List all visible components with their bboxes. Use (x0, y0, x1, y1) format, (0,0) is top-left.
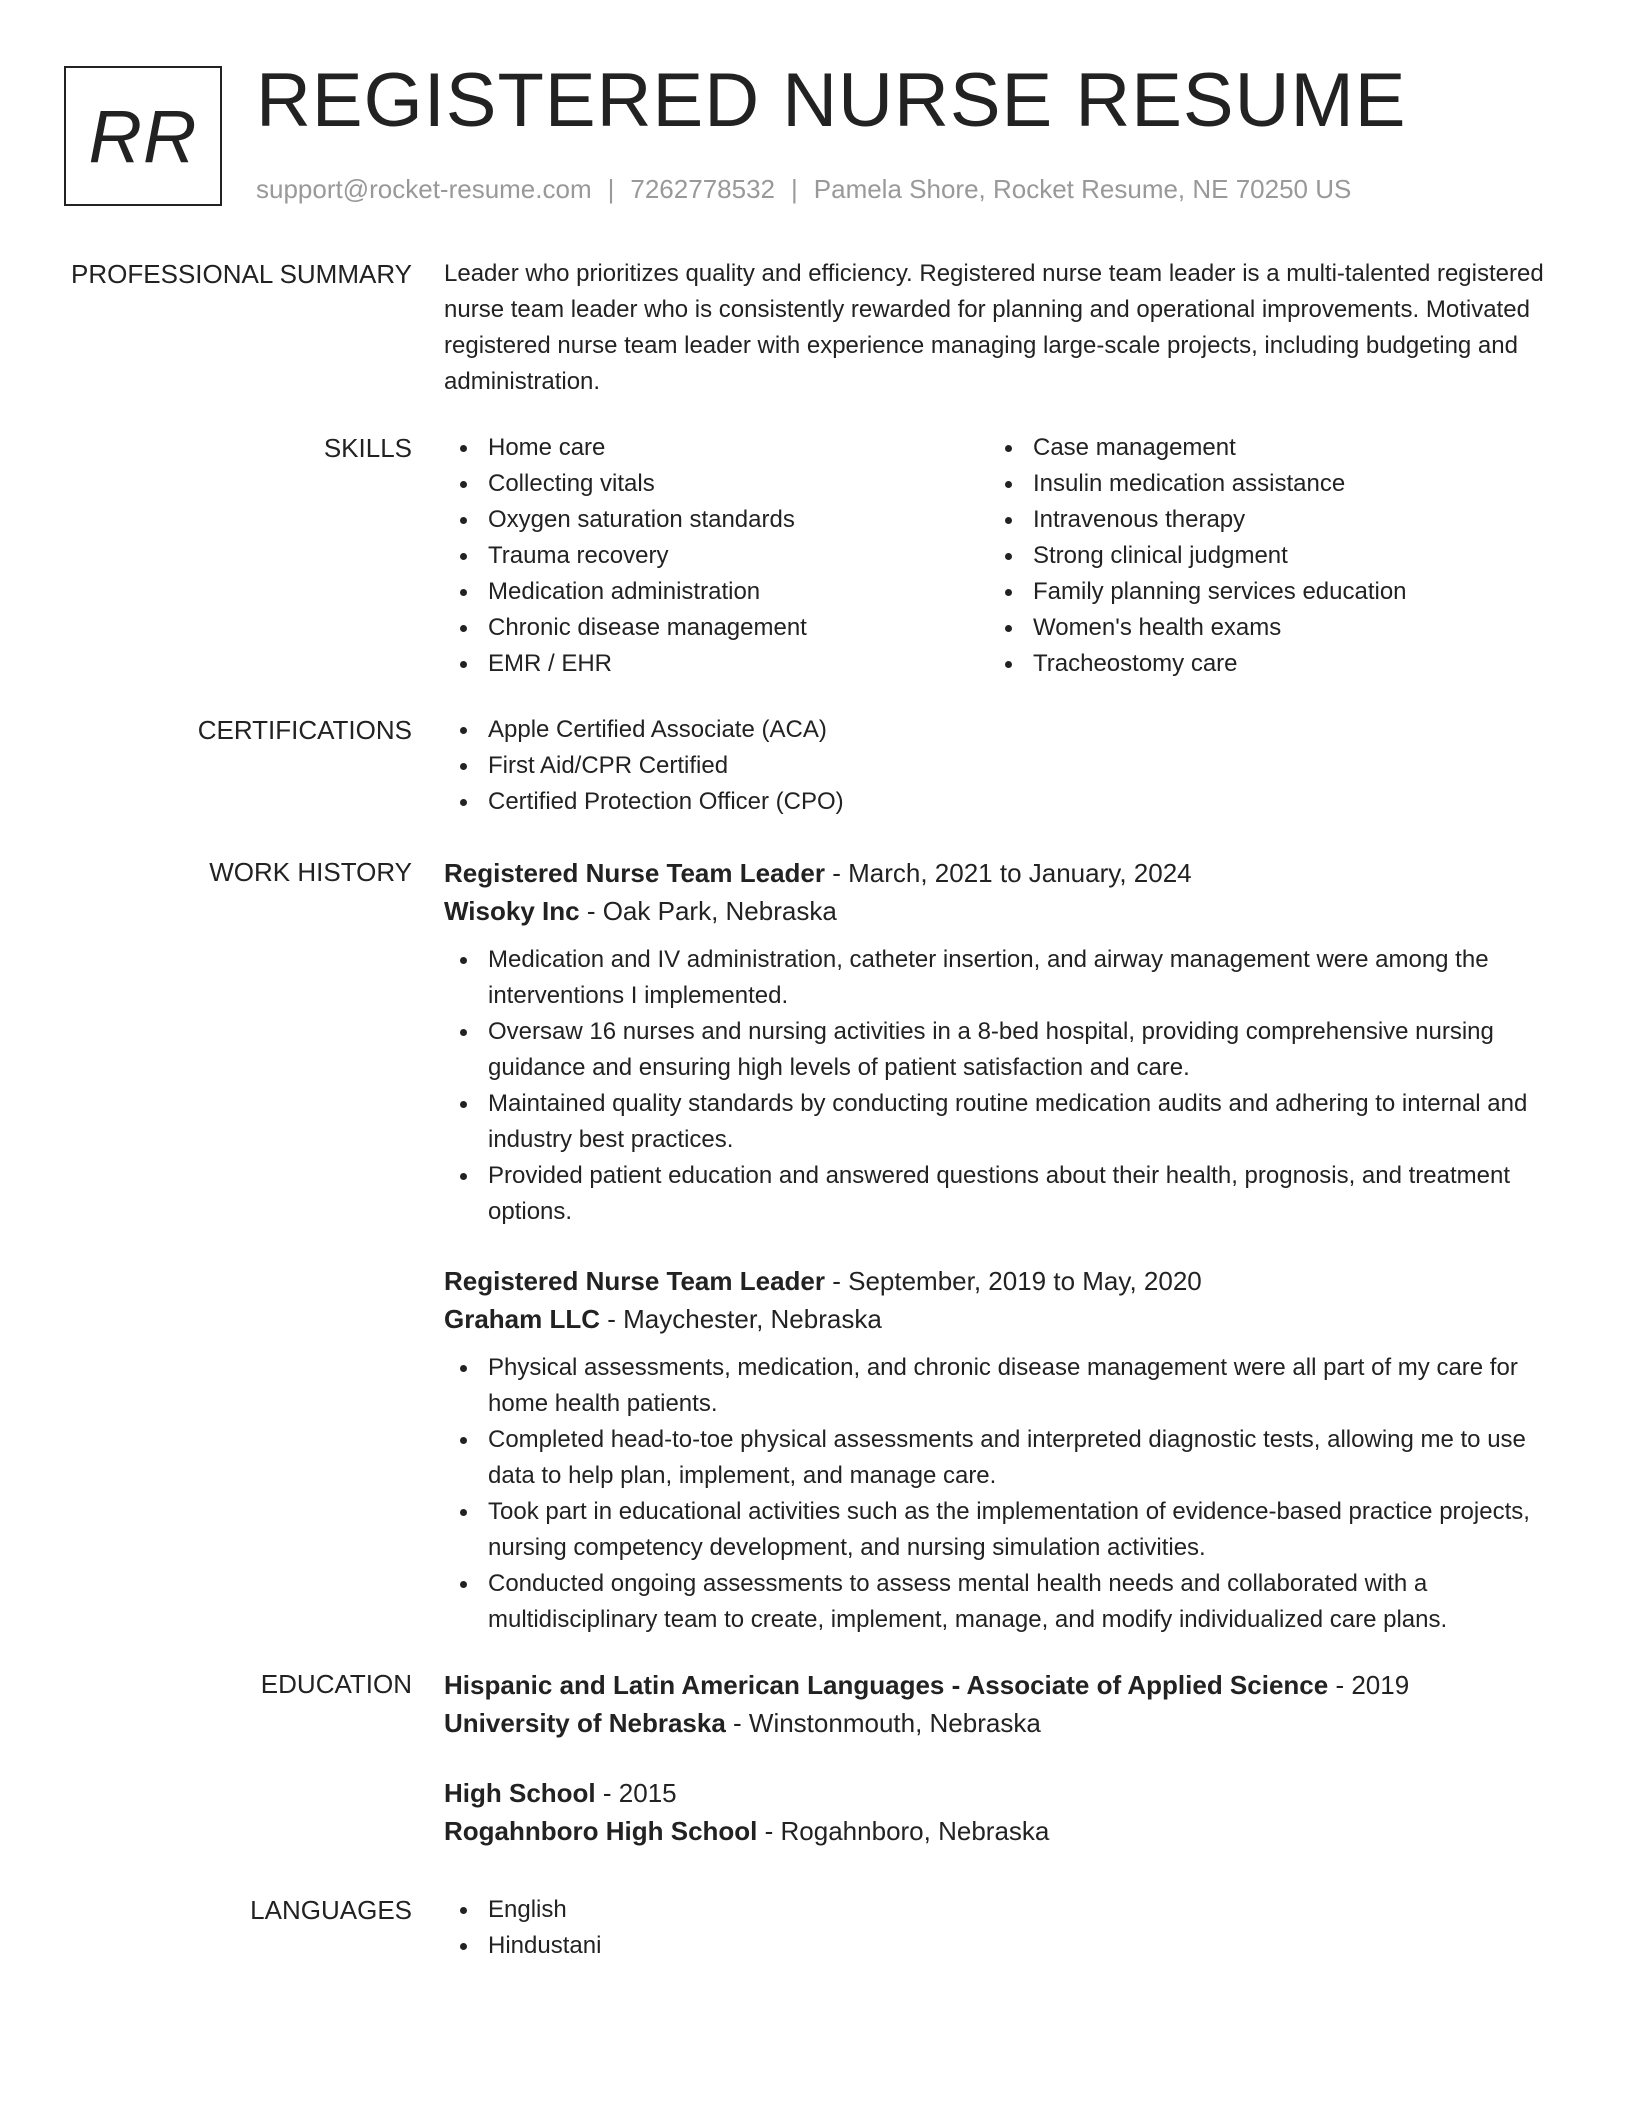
summary-heading: PROFESSIONAL SUMMARY (71, 259, 412, 289)
education-school-line (444, 1704, 1564, 1742)
contact-separator: | (607, 174, 615, 204)
education-degree: High School (444, 1778, 596, 1808)
skills-heading: SKILLS (323, 433, 412, 463)
job-duty-item: Maintained quality standards by conducting routine medication audits and adhering to internal and industry best practices. (444, 1086, 1564, 1158)
skill-item: Women's health exams (989, 610, 1534, 646)
education-location: - Rogahnboro, Nebraska (757, 1816, 1050, 1846)
skill-item: Medication administration (444, 574, 989, 610)
skill-item: Oxygen saturation standards (444, 502, 989, 538)
job-company-line (444, 892, 1564, 930)
certification-item: Certified Protection Officer (CPO) (444, 784, 1564, 820)
education-school: Rogahnboro High School (444, 1816, 758, 1846)
job-duties-list (444, 1350, 1564, 1638)
contact-email[interactable]: support@rocket-resume.com (256, 174, 592, 204)
skill-item: Case management (989, 430, 1534, 466)
job-duty-item: Completed head-to-toe physical assessments and interpreted diagnostic tests, allowing me to use data to help plan, implement, and manage care. (444, 1422, 1564, 1494)
job-duty-item: Physical assessments, medication, and chronic disease management were all part of my care for home health patients. (444, 1350, 1564, 1422)
skill-item: Strong clinical judgment (989, 538, 1534, 574)
skill-item: Family planning services education (989, 574, 1534, 610)
job-duty-item: Conducted ongoing assessments to assess mental health needs and collaborated with a multidisciplinary team to create, implement, manage, and modify individualized care plans. (444, 1566, 1564, 1638)
skills-list-right (989, 430, 1534, 682)
job-duty-item: Medication and IV administration, catheter insertion, and airway management were among the interventions I implemented. (444, 942, 1564, 1014)
job-company: Graham LLC (444, 1304, 601, 1334)
job-location: - Oak Park, Nebraska (579, 896, 837, 926)
contact-separator: | (791, 174, 798, 204)
job-dates: - September, 2019 to May, 2020 (825, 1266, 1202, 1296)
education-year: - 2019 (1328, 1670, 1410, 1700)
skill-item: Trauma recovery (444, 538, 989, 574)
skill-item: EMR / EHR (444, 646, 989, 682)
job-title: Registered Nurse Team Leader (444, 1266, 825, 1296)
resume-title: REGISTERED NURSE RESUME (256, 58, 1407, 143)
education-location: - Winstonmouth, Nebraska (725, 1708, 1041, 1738)
monogram-box (64, 66, 222, 206)
skill-item: Tracheostomy care (989, 646, 1534, 682)
skill-item: Collecting vitals (444, 466, 989, 502)
job-dates: - March, 2021 to January, 2024 (825, 858, 1192, 888)
skill-item: Chronic disease management (444, 610, 989, 646)
education-degree: Hispanic and Latin American Languages - Associate of Applied Science (444, 1670, 1329, 1700)
education-school-line (444, 1812, 1564, 1850)
job-title-line (444, 854, 1564, 892)
languages-heading: LANGUAGES (250, 1895, 412, 1925)
job-entry (444, 854, 1564, 1230)
language-item: English (444, 1892, 1564, 1928)
job-company-line (444, 1300, 1564, 1338)
education-degree-line (444, 1666, 1564, 1704)
language-item: Hindustani (444, 1928, 1564, 1964)
certification-item: First Aid/CPR Certified (444, 748, 1564, 784)
certifications-heading: CERTIFICATIONS (197, 715, 412, 745)
contact-line (256, 174, 1351, 205)
skill-item: Intravenous therapy (989, 502, 1534, 538)
skill-item: Home care (444, 430, 989, 466)
job-entry (444, 1262, 1564, 1638)
skill-item: Insulin medication assistance (989, 466, 1534, 502)
languages-list (444, 1892, 1564, 1964)
job-duty-item: Took part in educational activities such as the implementation of evidence-based practice projects, nursing competency development, and nursing simulation activities. (444, 1494, 1564, 1566)
certifications-list (444, 712, 1564, 820)
job-duties-list (444, 942, 1564, 1230)
education-entry (444, 1774, 1564, 1850)
job-duty-item: Provided patient education and answered questions about their health, prognosis, and treatment options. (444, 1158, 1564, 1230)
contact-phone[interactable]: 7262778532 (630, 174, 775, 204)
certification-item: Apple Certified Associate (ACA) (444, 712, 1564, 748)
education-year: - 2015 (595, 1778, 677, 1808)
education-school: University of Nebraska (444, 1708, 726, 1738)
education-heading: EDUCATION (260, 1669, 412, 1699)
contact-address: Pamela Shore, Rocket Resume, NE 70250 US (813, 174, 1352, 204)
monogram-initials: RR (88, 94, 198, 178)
education-degree-line (444, 1774, 1564, 1812)
work-history-heading: WORK HISTORY (209, 857, 412, 887)
job-company: Wisoky Inc (444, 896, 580, 926)
summary-text: Leader who prioritizes quality and efficiency. Registered nurse team leader is a multi-talented registered nurse team leader who is consistently rewarded for planning and operational improvements. Motivated registered nurse team leader with experience managing large-scale projects, including budgeting and administration. (444, 260, 1544, 395)
job-duty-item: Oversaw 16 nurses and nursing activities in a 8-bed hospital, providing comprehensive nursing guidance and ensuring high levels of patient satisfaction and care. (444, 1014, 1564, 1086)
skills-list-left (444, 430, 989, 682)
job-title-line (444, 1262, 1564, 1300)
job-location: - Maychester, Nebraska (600, 1304, 882, 1334)
job-title: Registered Nurse Team Leader (444, 858, 825, 888)
education-entry (444, 1666, 1564, 1742)
